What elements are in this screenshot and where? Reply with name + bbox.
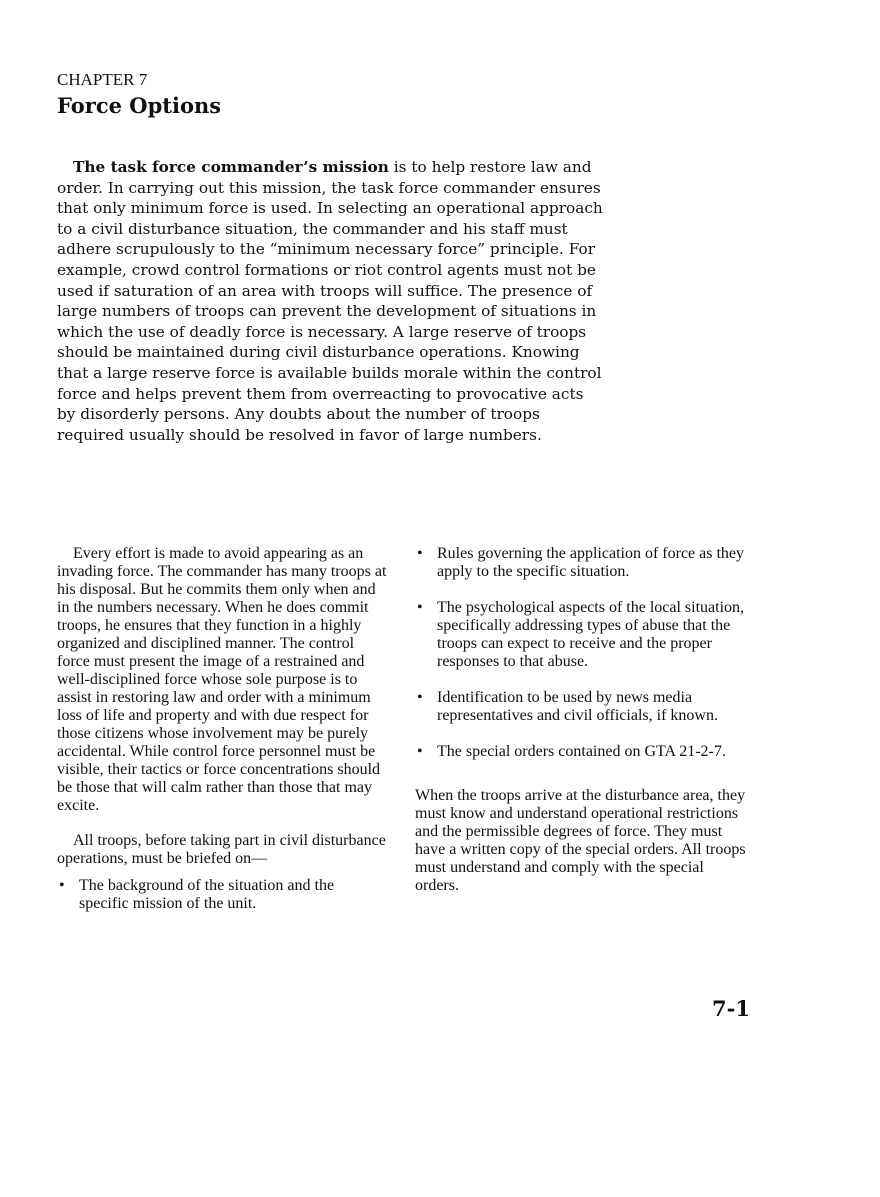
list-item xyxy=(415,689,750,725)
list-item-text: Rules governing the application of force as they apply to the specific situation. xyxy=(437,545,745,580)
bullet-icon: • xyxy=(417,599,423,616)
list-item xyxy=(415,599,750,671)
chapter-title: Force Options xyxy=(57,93,222,118)
bullet-icon: • xyxy=(59,877,65,894)
left-paragraph-1: Every effort is made to avoid appearing as an invading force. The commander has many troops at his disposal. But he commits them only when and in the numbers necessary. When he does commit troops, he ensures that they function in a highly organized and disciplined manner. The control force must present the image of a restrained and well-disciplined force whose sole purpose is to assist in restoring law and order with a minimum loss of life and property and with due respect for those citizens whose involvement may be purely accidental. While control force personnel must be visible, their tactics or force concentrations should be those that will calm rather than those that may excite. xyxy=(57,545,387,814)
intro-paragraph xyxy=(57,157,605,445)
bullet-icon: • xyxy=(417,545,423,562)
list-item-text: The special orders contained on GTA 21-2-7. xyxy=(437,743,726,760)
left-column xyxy=(57,545,387,930)
chapter-label: CHAPTER 7 xyxy=(57,70,148,89)
right-paragraph: When the troops arrive at the disturbance area, they must know and understand operational restrictions and the permissible degrees of force. They must have a written copy of the special orders. All troops must understand and comply with the special orders. xyxy=(415,787,746,894)
intro-text: is to help restore law and order. In carrying out this mission, the task force commander ensures that only minimum force is used. In selecting an operational approach to a civil disturbance situation, the commander and his staff must adhere scrupulously to the “minimum necessary force” principle. For example, crowd control formations or riot control agents must not be used if saturation of an area with troops will suffice. The presence of large numbers of troops can prevent the development of situations in which the use of deadly force is necessary. A large reserve of troops should be maintained during civil disturbance operations. Knowing that a large reserve force is available builds morale within the control force and helps prevent them from overreacting to provocative acts by disorderly persons. Any doubts about the number of troops required usually should be resolved in favor of large numbers. xyxy=(57,158,603,444)
page-number: 7-1 xyxy=(712,996,750,1021)
list-item-text: The psychological aspects of the local situation, specifically addressing types of abuse that the troops can expect to receive and the proper responses to that abuse. xyxy=(437,599,745,670)
right-column xyxy=(415,545,750,912)
list-item xyxy=(415,743,750,761)
intro-lead: The task force commander’s mission xyxy=(73,158,389,176)
left-paragraph-2: All troops, before taking part in civil disturbance operations, must be briefed on— xyxy=(57,832,386,867)
bullet-icon: • xyxy=(417,743,423,760)
list-item xyxy=(415,545,750,581)
left-bullet-list xyxy=(57,877,387,913)
list-item-text: The background of the situation and the specific mission of the unit. xyxy=(79,877,335,912)
bullet-icon: • xyxy=(417,689,423,706)
right-bullet-list xyxy=(415,545,750,761)
list-item-text: Identification to be used by news media representatives and civil officials, if known. xyxy=(437,689,718,724)
list-item xyxy=(57,877,387,913)
